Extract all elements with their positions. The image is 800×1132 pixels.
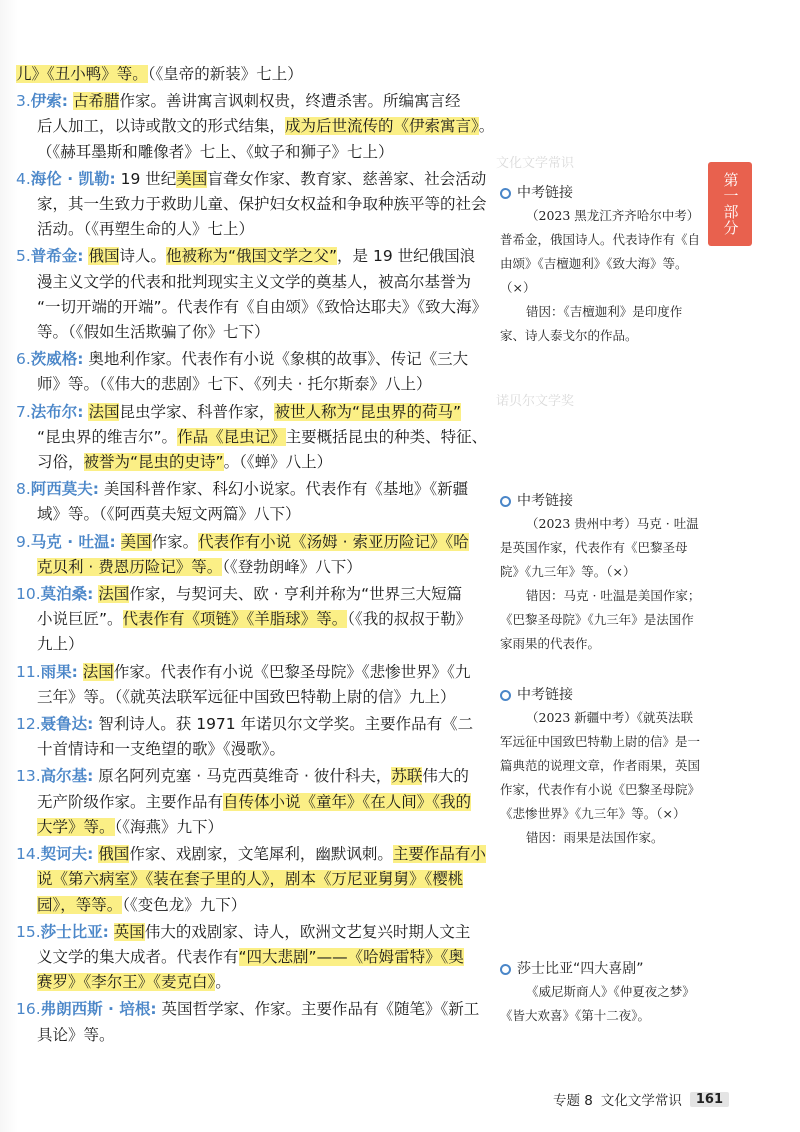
entry-line (16, 607, 490, 632)
author-name: 雨果: (40, 662, 78, 681)
author-entry (16, 997, 490, 1047)
author-name: 莎士比亚: (40, 922, 109, 941)
entry-text: 诗人。 (119, 247, 166, 266)
entry-line (16, 372, 490, 397)
author-entry (16, 842, 490, 918)
author-entry (16, 920, 490, 996)
entry-line (16, 140, 490, 165)
entry-line (16, 320, 490, 345)
box-paragraph: （2023 新疆中考）《就英法联军远征中国致巴特勒上尉的信》是一篇典范的说理文章，作者雨果，英国作家，代表作有小说《巴黎圣母院》《悲惨世界》《九三年》等。（×） (500, 710, 701, 821)
entry-number: 10. (16, 585, 41, 604)
entry-number: 6. (16, 350, 31, 369)
entry-line (16, 244, 490, 269)
author-name: 伊索: (30, 92, 68, 111)
author-entry (16, 764, 490, 840)
entry-line (16, 192, 490, 217)
entry-text: 漫主义文学的代表和批判现实主义文学的奠基人，被高尔基誉为 (37, 272, 472, 291)
entry-text: 伟大的戏剧家、诗人，欧洲文艺复兴时期人文主 (144, 922, 471, 941)
entry-text: （《我的叔叔于勒》 (347, 610, 472, 629)
entry-text: 。 (215, 973, 231, 992)
entry-text: 小说巨匠”。 (37, 610, 123, 629)
entry-line (16, 425, 490, 450)
show-through-text: 文化文学常识 (496, 156, 575, 171)
author-name: 莫泊桑: (40, 585, 94, 604)
highlighted-text: 英国 (113, 922, 145, 941)
entry-text: 具论》等。 (37, 1025, 115, 1044)
entry-text: 智利诗人。获 1971 年诺贝尔文学奖。主要作品有《二 (93, 715, 474, 734)
entry-text: 昆虫学家、科普作家， (119, 402, 275, 421)
highlighted-text: 美国 (120, 532, 152, 551)
entry-line (16, 270, 490, 295)
entry-line (16, 1023, 490, 1048)
entry-text: 美国科普作家、科幻小说家。代表作有《基地》《新疆 (99, 480, 469, 499)
note-box (500, 958, 704, 1028)
circle-bullet-icon (500, 188, 511, 199)
highlighted-text: 成为后世流传的《伊索寓言》 (285, 117, 479, 136)
entry-line (16, 530, 490, 555)
entry-text: （《赫耳墨斯和雕像者》七上、《蚊子和狮子》七上） (37, 142, 394, 161)
author-name: 聂鲁达: (40, 715, 94, 734)
author-name: 海伦 · 凯勒: (30, 169, 116, 188)
author-name: 阿西莫夫: (30, 480, 99, 499)
box-heading (500, 490, 704, 512)
highlighted-text: 自传体小说《童年》《在人间》《我的 (223, 792, 472, 811)
entry-text: “一切开端的开端”。代表作有《自由颂》《致恰达耶夫》《致大海》 (37, 297, 488, 316)
author-entry (16, 530, 490, 580)
entry-line (16, 893, 490, 918)
author-entry (16, 660, 490, 710)
entry-line (16, 945, 490, 970)
highlighted-text: 法国 (88, 402, 120, 421)
author-name: 高尔基: (40, 767, 94, 786)
entry-text: 奥地利作家。代表作有小说《象棋的故事》、传记《三大 (83, 350, 469, 369)
box-heading-text: 中考链接 (517, 687, 573, 703)
entry-text: 盲聋女作家、教育家、慈善家、社会活动 (207, 169, 487, 188)
author-list (16, 62, 495, 1050)
entry-text: 。（《蝉》八上） (223, 453, 333, 472)
entry-line (16, 450, 490, 475)
highlighted-text: 大学》等。 (37, 817, 115, 836)
entry-line (16, 997, 490, 1022)
entry-text: 原名阿列克塞 · 马克西莫维奇 · 彼什科夫， (93, 767, 392, 786)
entry-number: 16. (16, 1000, 41, 1019)
entry-line (16, 114, 495, 139)
box-correction: 错因：雨果是法国作家。 (526, 830, 664, 845)
entry-line (16, 790, 490, 815)
entry-text: 等。（《假如生活欺骗了你》七下） (37, 323, 270, 342)
entry-line (16, 295, 490, 320)
entry-text: ，是 19 世纪俄国浪 (337, 247, 476, 266)
entry-line (16, 555, 490, 580)
exam-link-box (500, 684, 704, 850)
author-entry (16, 400, 490, 476)
box-paragraph: 《威尼斯商人》《仲夏夜之梦》《皆大欢喜》《第十二夜》。 (500, 984, 695, 1023)
entry-line (16, 970, 490, 995)
entry-line (16, 764, 490, 789)
entry-line (16, 400, 490, 425)
highlighted-text: “四大悲剧”——《哈姆雷特》《奥 (238, 947, 464, 966)
author-name: 茨威格: (30, 350, 84, 369)
entry-text: 师》等。（《伟大的悲剧》七下、《列夫 · 托尔斯泰》八上） (37, 375, 432, 394)
highlighted-text: 赛罗》《李尔王》《麦克白》 (37, 973, 216, 992)
section-tab[interactable]: 第一部分 (708, 162, 752, 246)
entry-text: 十首情诗和一支绝望的歌》《漫歌》。 (37, 740, 286, 759)
entry-line (16, 477, 490, 502)
highlighted-text: 代表作有《项链》《羊脂球》等。 (122, 610, 348, 629)
entry-text: 无产阶级作家。主要作品有 (37, 792, 224, 811)
highlighted-text: 美国 (176, 169, 208, 188)
highlighted-text: 他被称为“俄国文学之父” (165, 247, 338, 266)
entry-text: 后人加工，以诗或散文的形式结集， (37, 117, 286, 136)
entry-text: （《皇帝的新装》七上） (147, 65, 303, 83)
highlighted-text: 园》，等等。 (37, 895, 123, 914)
exam-link-box (500, 182, 704, 348)
entry-number: 14. (16, 845, 41, 864)
box-heading (500, 684, 704, 706)
highlighted-text: 苏联 (391, 767, 423, 786)
entry-line (16, 167, 490, 192)
entry-text: 。 (478, 117, 495, 136)
entry-line (16, 582, 490, 607)
highlighted-text: 法国 (98, 585, 130, 604)
highlighted-text: 作品《昆虫记》 (177, 427, 286, 446)
box-heading-text: 中考链接 (517, 185, 573, 201)
entry-number: 13. (16, 767, 41, 786)
entry-text: 作家、戏剧家，文笔犀利，幽默讽刺。 (129, 845, 393, 864)
box-paragraph: （2023 贵州中考）马克 · 吐温是英国作家，代表作有《巴黎圣母院》《九三年》等。（×） (500, 516, 699, 579)
entry-text: “昆虫界的维吉尔”。 (37, 427, 178, 446)
entry-line (16, 685, 490, 710)
author-entry (16, 477, 490, 527)
author-entry (16, 89, 495, 165)
box-heading (500, 182, 704, 204)
entry-text: 活动。（《再塑生命的人》七上） (37, 220, 255, 239)
highlighted-text: 古希腊 (72, 92, 120, 111)
entry-number: 12. (16, 715, 41, 734)
entry-text: 家，其一生致力于救助儿童、保护妇女权益和争取种族平等的社会 (37, 195, 487, 214)
highlighted-text: 说《第六病室》《装在套子里的人》，剧本《万尼亚舅舅》《樱桃 (37, 870, 464, 889)
entry-number: 8. (16, 480, 31, 499)
highlighted-text: 代表作有小说《汤姆 · 索亚历险记》《哈 (198, 532, 469, 551)
entry-text: 三年》等。（《就英法联军远征中国致巴特勒上尉的信》九上） (37, 687, 456, 706)
footer-topic: 专题 8 (553, 1093, 593, 1109)
entry-line (16, 502, 490, 527)
entry-text: 主要概括昆虫的种类、特征、 (285, 427, 488, 446)
entry-text: 作家。 (151, 532, 199, 551)
entry-line (16, 712, 490, 737)
entry-text: 义文学的集大成者。代表作有 (37, 947, 239, 966)
page-footer (553, 1088, 729, 1110)
entry-text: 作家。代表作有小说《巴黎圣母院》《悲惨世界》《九 (113, 662, 471, 681)
entry-line (16, 89, 490, 114)
highlighted-text: 被世人称为“昆虫界的荷马” (274, 402, 462, 421)
entry-number: 4. (16, 169, 31, 188)
entry-line (16, 867, 490, 892)
page-number: 161 (690, 1092, 729, 1107)
highlighted-text: 被誉为“昆虫的史诗” (83, 453, 224, 472)
author-entry (16, 347, 490, 397)
entry-text: 作家。善讲寓言讽刺权贵，终遭杀害。所编寓言经 (119, 92, 461, 111)
entry-number: 9. (16, 532, 31, 551)
entry-text: 域》等。（《阿西莫夫短文两篇》八下） (37, 505, 301, 524)
entry-text: （《登勃朗峰》八下） (222, 557, 362, 576)
author-entry (16, 167, 490, 243)
circle-bullet-icon (500, 964, 511, 975)
box-heading-text: 中考链接 (517, 493, 573, 509)
entry-line (16, 815, 490, 840)
highlighted-text: 法国 (82, 662, 114, 681)
highlighted-text: 儿》《丑小鸭》等。 (16, 65, 148, 83)
box-heading-text: 莎士比亚“四大喜剧” (517, 961, 644, 977)
entry-line (16, 217, 490, 242)
entry-line (16, 347, 490, 372)
entry-line (16, 660, 490, 685)
author-entry (16, 582, 490, 658)
box-heading (500, 958, 704, 980)
entry-line (16, 737, 490, 762)
entry-text: （《海燕》九下） (114, 817, 224, 836)
circle-bullet-icon (500, 690, 511, 701)
entry-number: 3. (16, 92, 31, 111)
author-entry (16, 712, 490, 762)
entry-text: （《变色龙》九下） (122, 895, 247, 914)
box-paragraph: （2023 黑龙江齐齐哈尔中考）普希金，俄国诗人。代表诗作有《自由颂》《吉檀迦利》《致大海》等。（×） (500, 208, 701, 295)
author-name: 弗朗西斯 · 培根: (40, 1000, 157, 1019)
entry-text: 习俗， (37, 453, 84, 472)
entry-number: 11. (16, 662, 41, 681)
entry-line (16, 842, 490, 867)
author-name: 契诃夫: (40, 845, 94, 864)
author-name: 普希金: (30, 247, 84, 266)
entry-line (16, 62, 490, 87)
entry-text (116, 533, 121, 551)
entry-text: 伟大的 (422, 767, 469, 786)
author-entry (16, 62, 490, 87)
author-name: 马克 · 吐温: (30, 532, 116, 551)
entry-text: 作家，与契诃夫、欧 · 亨利并称为“世界三大短篇 (129, 585, 463, 604)
box-correction: 错因：马克 · 吐温是美国作家；《巴黎圣母院》《九三年》是法国作家雨果的代表作。 (500, 588, 701, 651)
exam-link-box (500, 490, 704, 656)
entry-text: 19 世纪 (115, 169, 177, 188)
entry-text: 九上） (37, 635, 84, 654)
entry-line (16, 632, 490, 657)
entry-number: 15. (16, 922, 41, 941)
entry-text: 英国哲学家、作家。主要作品有《随笔》《新工 (156, 1000, 480, 1019)
entry-line (16, 920, 490, 945)
highlighted-text: 克贝利 · 费恩历险记》等。 (37, 557, 223, 576)
circle-bullet-icon (500, 496, 511, 507)
footer-title: 文化文学常识 (600, 1093, 682, 1109)
author-name: 法布尔: (30, 402, 84, 421)
box-correction: 错因：《吉檀迦利》是印度作家、诗人泰戈尔的作品。 (500, 304, 683, 343)
entry-number: 7. (16, 402, 31, 421)
author-entry (16, 244, 490, 345)
entry-number: 5. (16, 247, 31, 266)
highlighted-text: 俄国 (98, 845, 130, 864)
highlighted-text: 主要作品有小 (392, 845, 486, 864)
show-through-text: 诺贝尔文学奖 (496, 394, 575, 409)
highlighted-text: 俄国 (88, 247, 120, 266)
